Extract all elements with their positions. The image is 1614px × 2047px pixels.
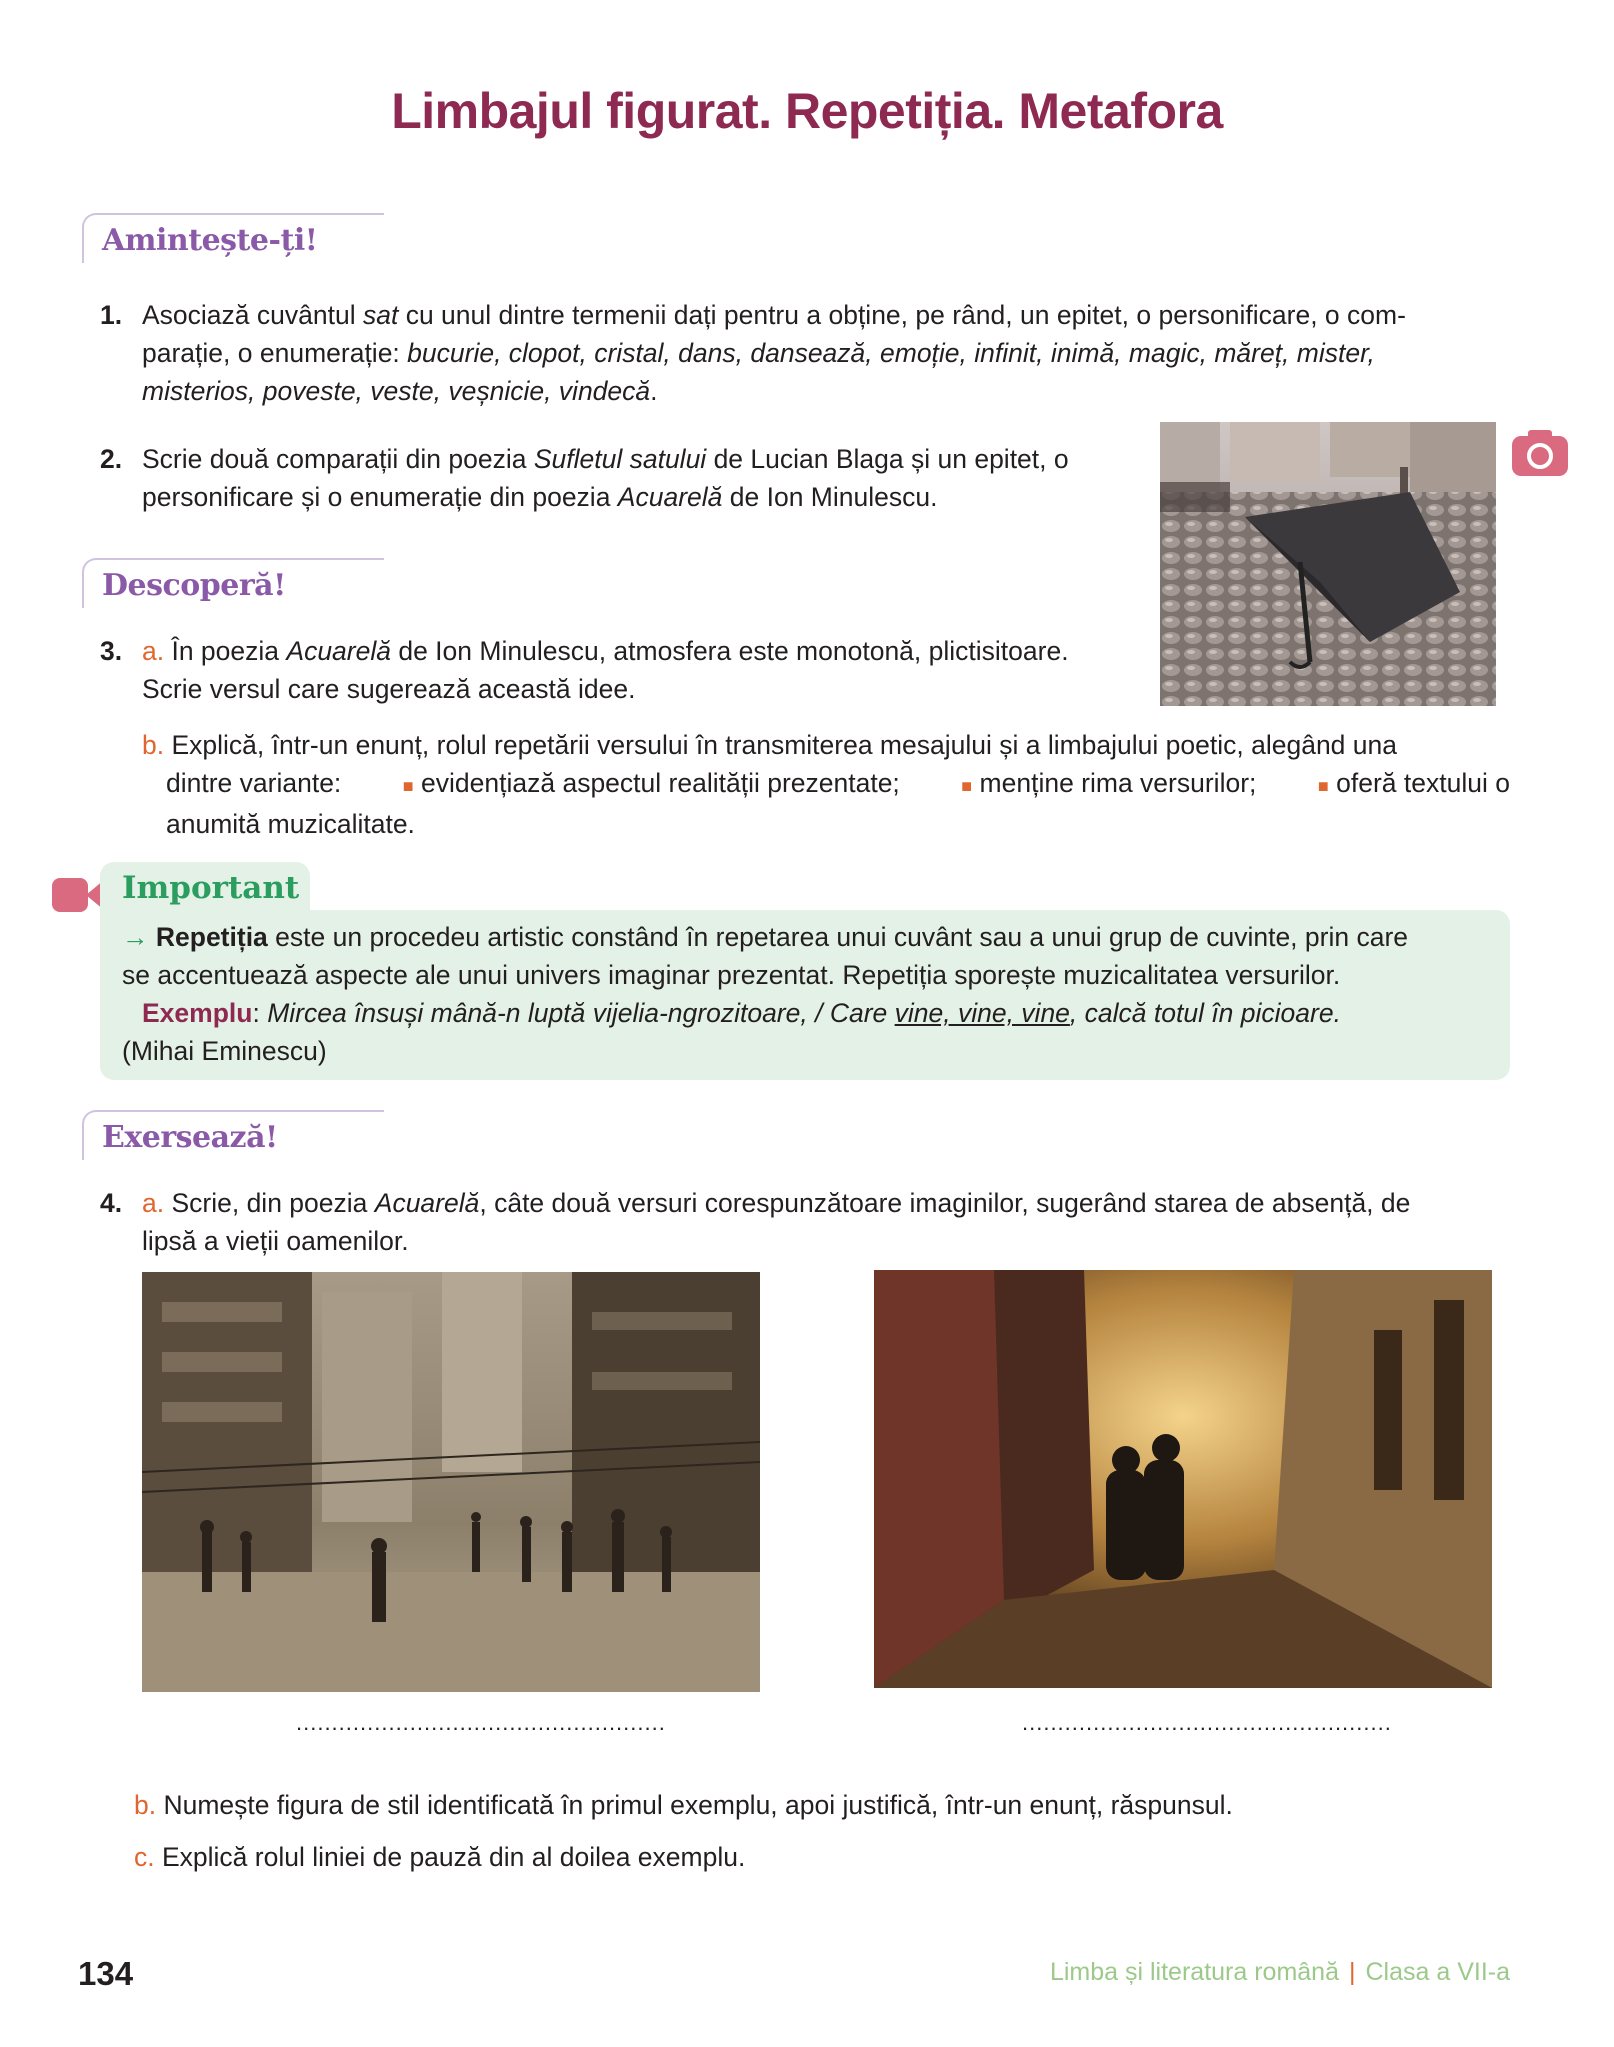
q4-a-line1: Scrie, din poezia <box>164 1188 375 1218</box>
q3-b-line2: dintre variante: <box>166 768 342 798</box>
q3-b-line1: Explică, într-un enunț, rolul repetării versului în transmiterea mesajului și a limbajului poetic, alegând una <box>164 730 1397 760</box>
question-text <box>142 296 1510 410</box>
q4-a-line2: lipsă a vieții oamenilor. <box>142 1226 409 1256</box>
question-number: 1. <box>100 300 123 330</box>
answer-blank-2[interactable]: .................................................... <box>1022 1710 1392 1735</box>
question-number: 2. <box>100 444 123 474</box>
section-heading: Descoperă! <box>102 568 286 603</box>
q4-b-text: Numește figura de stil identificată în primul exemplu, apoi justifică, într-un enunț, răspunsul. <box>156 1790 1233 1820</box>
answer-blank-1[interactable]: .................................................... <box>296 1710 666 1735</box>
question-4a <box>142 1184 1510 1260</box>
q1-terms-1: bucurie, clopot, cristal, dans, dansează, emoție, infinit, inimă, magic, măreț, mister, <box>407 338 1375 368</box>
question-number: 3. <box>100 636 123 666</box>
example-label: Exemplu <box>142 998 253 1028</box>
important-text <box>122 918 1492 1070</box>
important-box <box>100 910 1510 1080</box>
q4-a-line1b: , câte două versuri corespunzătoare imaginilor, sugerând starea de absență, de <box>479 1188 1411 1218</box>
question-3b <box>142 726 1510 843</box>
example-verse-a: Mircea însuși mână-n luptă vijelia-ngrozitoare, / Care <box>259 998 895 1028</box>
page-title: Limbajul figurat. Repetiția. Metafora <box>391 83 1223 139</box>
city-painting <box>142 1272 760 1692</box>
example-colon: : <box>252 998 260 1028</box>
q4-c-text: Explică rolul liniei de pauză din al doilea exemplu. <box>154 1842 746 1872</box>
q2-poem-1: Sufletul satului <box>533 444 707 474</box>
important-def-1: este un procedeu artistic constând în repetarea unui cuvânt sau a unui grup de cuvinte, prin care <box>267 922 1409 952</box>
option-2: menține rima versurilor; <box>979 768 1257 798</box>
q1-word: sat <box>362 300 399 330</box>
alley-photo <box>874 1270 1492 1688</box>
camera-icon <box>1512 428 1568 476</box>
q2-text-3: personificare și o enumerație din poezia <box>142 482 618 512</box>
footer-subject: Limba și literatura română <box>1049 1958 1339 1986</box>
q1-end: . <box>650 376 658 406</box>
footer-separator: | <box>1348 1958 1356 1986</box>
sub-label-b: b. <box>142 730 165 760</box>
bullet-icon: ■ <box>961 776 973 796</box>
section-heading: Amintește-ți! <box>102 223 318 258</box>
q1-text-a: Asociază cuvântul <box>142 300 363 330</box>
section-aminteste <box>82 213 384 263</box>
important-term: Repetiția <box>155 922 268 952</box>
video-icon <box>52 876 104 914</box>
sub-label-b: b. <box>134 1790 157 1820</box>
sub-label-c: c. <box>134 1842 155 1872</box>
question-number: 4. <box>100 1188 123 1218</box>
question-3a <box>142 632 1069 708</box>
footer-grade: Clasa a VII-a <box>1365 1958 1510 1986</box>
footer-label <box>1050 1958 1510 1987</box>
umbrella-photo <box>1160 422 1496 706</box>
sub-label-a: a. <box>142 1188 165 1218</box>
q1-terms-2: misterios, poveste, veste, veșnicie, vindecă <box>142 376 651 406</box>
option-3: oferă textului o <box>1336 768 1510 798</box>
section-heading: Exersează! <box>102 1120 278 1155</box>
q3-a-text-1: În poezia <box>164 636 287 666</box>
q2-poem-2: Acuarelă <box>617 482 723 512</box>
question-4c <box>134 1838 745 1876</box>
example-repetition: vine, vine, vine <box>894 998 1070 1028</box>
important-title: Important <box>122 870 300 906</box>
q2-text-1: Scrie două comparații din poezia <box>142 444 534 474</box>
bullet-icon: ■ <box>402 776 414 796</box>
bullet-icon: ■ <box>1317 776 1329 796</box>
q3-b-line3: anumită muzicalitate. <box>166 809 415 839</box>
arrow-icon: → <box>122 922 149 952</box>
q1-line2: parație, o enumerație: <box>142 338 408 368</box>
q3-a-text-2: de Ion Minulescu, atmosfera este monotonă, plictisitoare. <box>390 636 1069 666</box>
q3-a-line2: Scrie versul care sugerează această idee. <box>142 674 636 704</box>
question-4b <box>134 1786 1233 1824</box>
option-1: evidențiază aspectul realității prezentate; <box>421 768 900 798</box>
q3-a-poem: Acuarelă <box>286 636 391 666</box>
question-text <box>142 440 1152 516</box>
page-number: 134 <box>78 1955 134 1992</box>
section-exerseaza <box>82 1110 384 1160</box>
section-descopera <box>82 558 384 608</box>
q2-text-4: de Ion Minulescu. <box>722 482 938 512</box>
important-def-2: se accentuează aspecte ale unui univers imaginar prezentat. Repetiția sporește muzicalitatea versurilor. <box>122 960 1341 990</box>
sub-label-a: a. <box>142 636 165 666</box>
q4-a-poem: Acuarelă <box>374 1188 480 1218</box>
q2-text-2: de Lucian Blaga și un epitet, o <box>706 444 1069 474</box>
example-author: (Mihai Eminescu) <box>122 1036 327 1066</box>
q1-text-b: cu unul dintre termenii dați pentru a obține, pe rând, un epitet, o personificare, o com- <box>398 300 1406 330</box>
example-verse-b: , calcă totul în picioare. <box>1069 998 1341 1028</box>
